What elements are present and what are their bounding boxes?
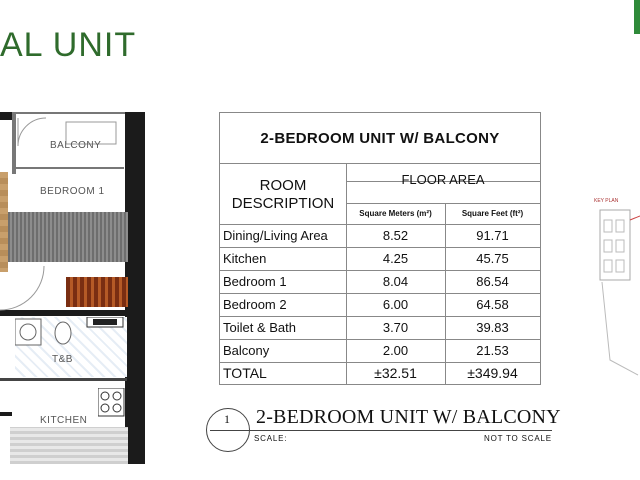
table-title: 2-BEDROOM UNIT W/ BALCONY	[220, 113, 540, 164]
table-row-sqm: 3.70	[382, 320, 409, 335]
table-row-sqm: 4.25	[382, 251, 409, 266]
table-row-sqm: 6.00	[382, 297, 409, 312]
room-header: ROOM	[259, 176, 307, 194]
caption-title: 2-BEDROOM UNIT W/ BALCONY	[256, 406, 561, 428]
total-sqm: ±32.51	[374, 365, 417, 381]
sqm-header: Square Meters (m²)	[359, 209, 432, 218]
table-row-room: Bedroom 2	[223, 297, 287, 312]
total-label: TOTAL	[223, 365, 267, 381]
key-plan-drawing	[590, 190, 640, 390]
wall	[0, 112, 12, 120]
table-row-room: Toilet & Bath	[223, 320, 296, 335]
table-row-sqm: 2.00	[382, 343, 409, 358]
wall	[0, 412, 12, 416]
floor-area-table	[219, 112, 541, 385]
room-header-description: DESCRIPTION	[231, 194, 335, 212]
wood-floor	[0, 172, 8, 272]
bed-frame	[66, 277, 128, 307]
cooktop	[98, 388, 126, 418]
accent-bar	[634, 0, 640, 34]
scale-label: SCALE:	[254, 434, 288, 443]
table-row-sqft: 45.75	[476, 251, 509, 266]
table-row-room: Balcony	[223, 343, 270, 358]
table-row-sqm: 8.52	[382, 228, 409, 243]
page-title: AL UNIT	[0, 26, 137, 64]
kitchen-label: KITCHEN	[40, 415, 88, 426]
total-sqft: ±349.94	[467, 365, 518, 381]
caption-line	[210, 430, 552, 431]
door-swing	[0, 262, 60, 312]
floor-area-header: FLOOR AREA	[401, 171, 485, 187]
toilet-fixtures	[15, 317, 127, 379]
table-row-room: Kitchen	[223, 251, 267, 266]
bedroom-label: BEDROOM 1	[40, 186, 105, 197]
table-row-room: Dining/Living Area	[223, 228, 328, 243]
table-row-sqft: 91.71	[476, 228, 509, 243]
bed	[8, 212, 128, 262]
table-row-sqft: 21.53	[476, 343, 509, 358]
sqft-header: Square Feet (ft²)	[461, 209, 524, 218]
balcony-label: BALCONY	[50, 140, 102, 151]
key-plan-label: KEY PLAN	[594, 198, 619, 204]
wall	[125, 112, 145, 464]
table-row-sqft: 86.54	[476, 274, 509, 289]
wall	[12, 112, 125, 114]
floor-plan	[0, 112, 145, 464]
table-row-sqft: 39.83	[476, 320, 509, 335]
table-row-sqft: 64.58	[476, 297, 509, 312]
kitchen-counter	[10, 427, 128, 464]
table-row-sqm: 8.04	[382, 274, 409, 289]
tb-label: T&B	[52, 354, 73, 365]
scale-value: NOT TO SCALE	[484, 434, 552, 443]
key-plan	[590, 190, 640, 390]
table-row-room: Bedroom 1	[223, 274, 287, 289]
caption-number: 1	[224, 412, 230, 426]
